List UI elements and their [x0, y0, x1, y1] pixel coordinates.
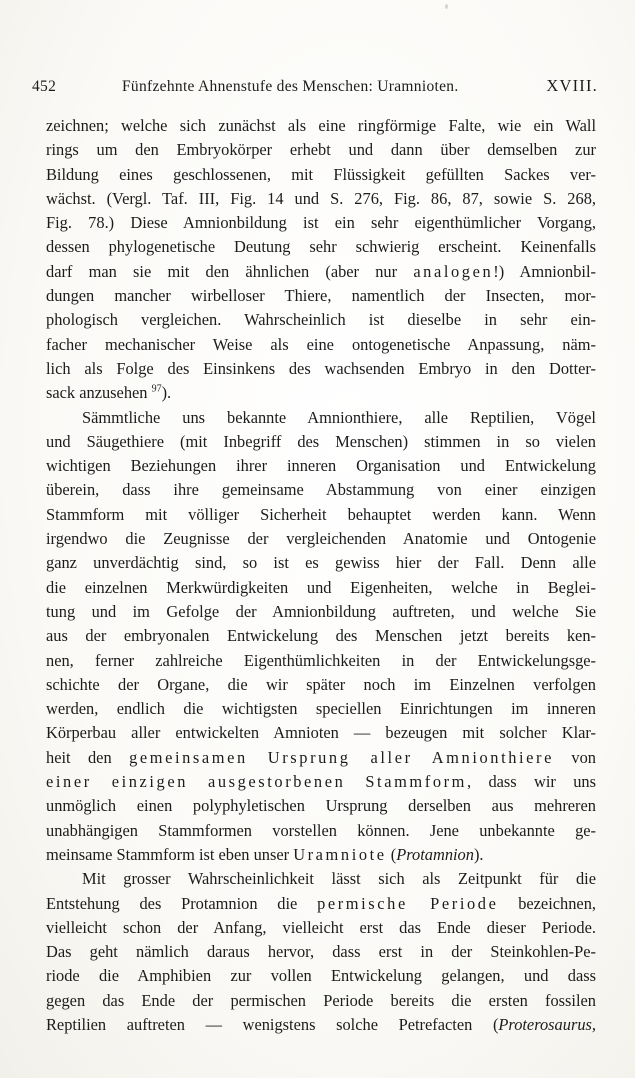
text-line — [46, 697, 596, 721]
text-run: ). — [161, 383, 172, 403]
text-line — [46, 1013, 596, 1037]
spaced-emphasis: gemeinsamen Ursprung aller Amnionthiere — [129, 747, 554, 767]
page-number: 452 — [32, 78, 57, 95]
spaced-emphasis: einer einzigen ausgestorbenen Stammform — [46, 772, 468, 792]
text-run: !) Amnionbil- — [493, 261, 596, 281]
text-run: zeichnen; welche sich zunächst als eine ringförmige Falte, wie ein Wall — [46, 116, 596, 135]
text-run: facher mechanischer Weise als eine ontogenetische Anpassung, näm- — [46, 334, 596, 354]
text-run: vielleicht schon der Anfang, vielleicht erst das Ende dieser Periode. — [46, 917, 596, 937]
text-line — [46, 624, 596, 648]
text-line — [46, 843, 596, 867]
italic-text: Protamnion — [396, 844, 474, 864]
text-run: Entstehung des Protamnion die — [46, 893, 318, 913]
text-line — [46, 454, 596, 478]
text-run: werden, endlich die wichtigsten speciellen Einrichtungen im inneren — [46, 699, 596, 719]
text-run: unmöglich einen polyphyletischen Ursprung derselben aus mehreren — [46, 796, 596, 816]
text-run: riode die Amphibien zur vollen Entwickelung gelangen, und dass — [46, 966, 596, 986]
text-line — [46, 406, 596, 430]
text-line — [46, 260, 596, 284]
text-line — [46, 527, 596, 551]
text-line — [46, 770, 596, 794]
text-line — [46, 138, 596, 162]
chapter-number: XVIII. — [546, 76, 598, 95]
text-line — [46, 235, 596, 259]
text-run: wichtigen Beziehungen ihrer inneren Organisation und Entwickelung — [46, 456, 596, 476]
text-run: unabhängigen Stammformen vorstellen können. Jene unbekannte ge- — [46, 820, 596, 840]
text-line — [46, 503, 596, 527]
running-title: Fünfzehnte Ahnenstufe des Menschen: Uramnioten. — [122, 78, 459, 95]
text-run: irgendwo die Zeugnisse der vergleichenden Anatomie und Ontogenie — [46, 529, 596, 549]
text-line — [46, 187, 596, 211]
text-run: Stammform mit völliger Sicherheit behauptet werden kann. Wenn — [46, 504, 596, 524]
text-run: Mit grosser Wahrscheinlichkeit lässt sich als Zeitpunkt für die — [82, 869, 596, 889]
text-run: tung und im Gefolge der Amnionbildung auftreten, und welche Sie — [46, 601, 596, 621]
text-line — [46, 867, 596, 891]
text-run: sack anzusehen — [46, 383, 152, 403]
text-run: ganz unverdächtig sind, so ist es gewiss hier der Fall. Denn alle — [46, 553, 596, 573]
text-line — [46, 673, 596, 697]
text-line — [46, 357, 596, 381]
body-text — [46, 114, 596, 1037]
text-line — [46, 819, 596, 843]
text-line — [46, 600, 596, 624]
spaced-emphasis: Uramniote — [293, 844, 387, 864]
text-line — [46, 964, 596, 988]
text-line — [46, 308, 596, 332]
text-run: und Säugethiere (mit Inbegriff des Menschen) stimmen in so vielen — [46, 431, 596, 451]
text-line — [46, 746, 596, 770]
italic-text: Proterosaurus, — [498, 1014, 596, 1034]
text-run: Reptilien auftreten — wenigstens solche Petrefacten ( — [46, 1014, 499, 1034]
text-run: Bildung eines geschlossenen, mit Flüssigkeit gefüllten Sackes ver- — [46, 164, 596, 184]
text-line — [46, 551, 596, 575]
text-run: nen, ferner zahlreiche Eigenthümlichkeiten in der Entwickelungsge- — [46, 650, 596, 670]
text-line — [46, 989, 596, 1013]
text-run: meinsame Stammform ist eben unser — [46, 844, 294, 864]
text-run: die einzelnen Merkwürdigkeiten und Eigenheiten, welche in Beglei- — [46, 577, 596, 597]
text-run: von — [554, 747, 596, 767]
text-line — [46, 211, 596, 235]
footnote-ref: 97 — [151, 383, 162, 395]
text-line — [46, 940, 596, 964]
text-run: gegen das Ende der permischen Periode bereits die ersten fossilen — [46, 990, 596, 1010]
text-line — [46, 284, 596, 308]
text-line — [46, 794, 596, 818]
text-run: schichte der Organe, die wir später noch im Einzelnen verfolgen — [46, 674, 596, 694]
text-run: ). — [473, 844, 484, 864]
text-line — [46, 478, 596, 502]
text-line — [46, 114, 596, 138]
spaced-emphasis: analogen — [413, 261, 494, 281]
text-run: darf man sie mit den ähnlichen (aber nur — [46, 261, 414, 281]
text-line — [46, 163, 596, 187]
text-run: bezeichnen, — [498, 893, 596, 913]
text-run: Fig. 78.) Diese Amnionbildung ist ein sehr eigenthümlicher Vorgang, — [46, 213, 596, 233]
text-line — [46, 333, 596, 357]
text-run: ( — [386, 844, 397, 864]
text-line — [46, 721, 596, 745]
text-run: Körperbau aller entwickelten Amnioten — bezeugen mit solcher Klar- — [46, 723, 596, 743]
text-run: wächst. (Vergl. Taf. III, Fig. 14 und S. 276, Fig. 86, 87, sowie S. 268, — [46, 188, 596, 208]
spaced-emphasis: permische Periode — [317, 893, 499, 913]
text-run: überein, dass ihre gemeinsame Abstammung von einer einzigen — [46, 480, 596, 500]
text-run: dungen mancher wirbelloser Thiere, namentlich der Insecten, mor- — [46, 286, 596, 306]
text-run: Das geht nämlich daraus hervor, dass erst in der Steinkohlen-Pe- — [46, 942, 596, 962]
text-run: , dass wir uns — [467, 772, 596, 792]
text-run: lich als Folge des Einsinkens des wachsenden Embryo in den Dotter- — [46, 358, 596, 378]
text-line — [46, 381, 596, 405]
text-line — [46, 649, 596, 673]
running-head — [32, 76, 598, 104]
text-run: Sämmtliche uns bekannte Amnionthiere, alle Reptilien, Vögel — [82, 407, 596, 427]
text-run: dessen phylogenetische Deutung sehr schwierig erscheint. Keinenfalls — [46, 237, 596, 257]
text-line — [46, 430, 596, 454]
text-run: heit den — [46, 747, 130, 767]
text-line — [46, 892, 596, 916]
text-line — [46, 576, 596, 600]
text-run: phologisch vergleichen. Wahrscheinlich ist dieselbe in sehr ein- — [46, 310, 596, 330]
text-run: rings um den Embryokörper erhebt und dann über demselben zur — [46, 140, 596, 160]
paper-blemish — [445, 4, 448, 9]
text-line — [46, 916, 596, 940]
text-run: aus der embryonalen Entwickelung des Menschen jetzt bereits ken- — [46, 626, 596, 646]
